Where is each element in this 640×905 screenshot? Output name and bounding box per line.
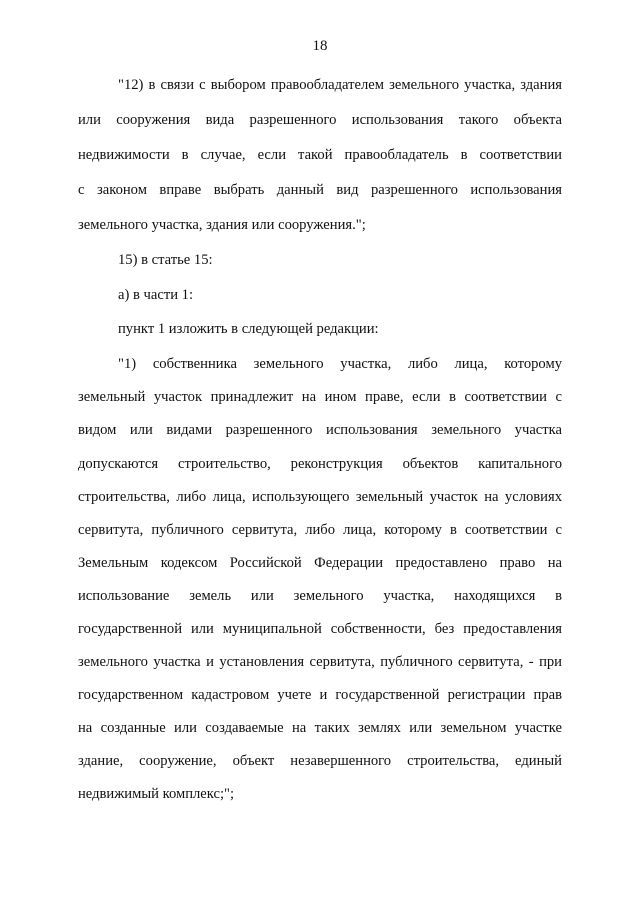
page-number: 18 (312, 38, 328, 54)
text-line: земельный участок принадлежит на ином праве, если в соответствии с (78, 389, 562, 405)
text-line: государственной или муниципальной собственности, без предоставления (78, 621, 562, 637)
text-line: недвижимости в случае, если такой правообладатель в соответствии (78, 147, 562, 163)
text-line: государственном кадастровом учете и государственной регистрации прав (78, 687, 562, 703)
text-line: допускаются строительство, реконструкция объектов капитального (78, 456, 562, 472)
text-line: земельного участка, здания или сооружения."; (78, 217, 366, 233)
paragraph-subitem-a: а) в части 1: (118, 287, 194, 303)
text-line: или сооружения вида разрешенного использования такого объекта (78, 112, 562, 128)
text-line: строительства, либо лица, использующего земельный участок на условиях (78, 489, 562, 505)
text-line: земельного участка и установления сервитута, публичного сервитута, - при (78, 654, 562, 670)
text-line: использование земель или земельного участка, находящихся в (78, 588, 562, 604)
text-line: Земельным кодексом Российской Федерации предоставлено право на (78, 555, 562, 571)
paragraph-instruction: пункт 1 изложить в следующей редакции: (118, 321, 379, 337)
text-line: недвижимый комплекс;"; (78, 786, 235, 802)
paragraph-item-15: 15) в статье 15: (118, 252, 213, 268)
text-line: сервитута, публичного сервитута, либо лица, которому в соответствии с (78, 522, 562, 538)
text-line: "1) собственника земельного участка, либо лица, которому (118, 356, 562, 372)
text-line: на созданные или создаваемые на таких землях или земельном участке (78, 720, 562, 736)
text-line: "12) в связи с выбором правообладателем земельного участка, здания (118, 77, 562, 93)
text-line: с законом вправе выбрать данный вид разрешенного использования (78, 182, 562, 198)
text-line: здание, сооружение, объект незавершенного строительства, единый (78, 753, 562, 769)
text-line: видом или видами разрешенного использования земельного участка (78, 422, 562, 438)
